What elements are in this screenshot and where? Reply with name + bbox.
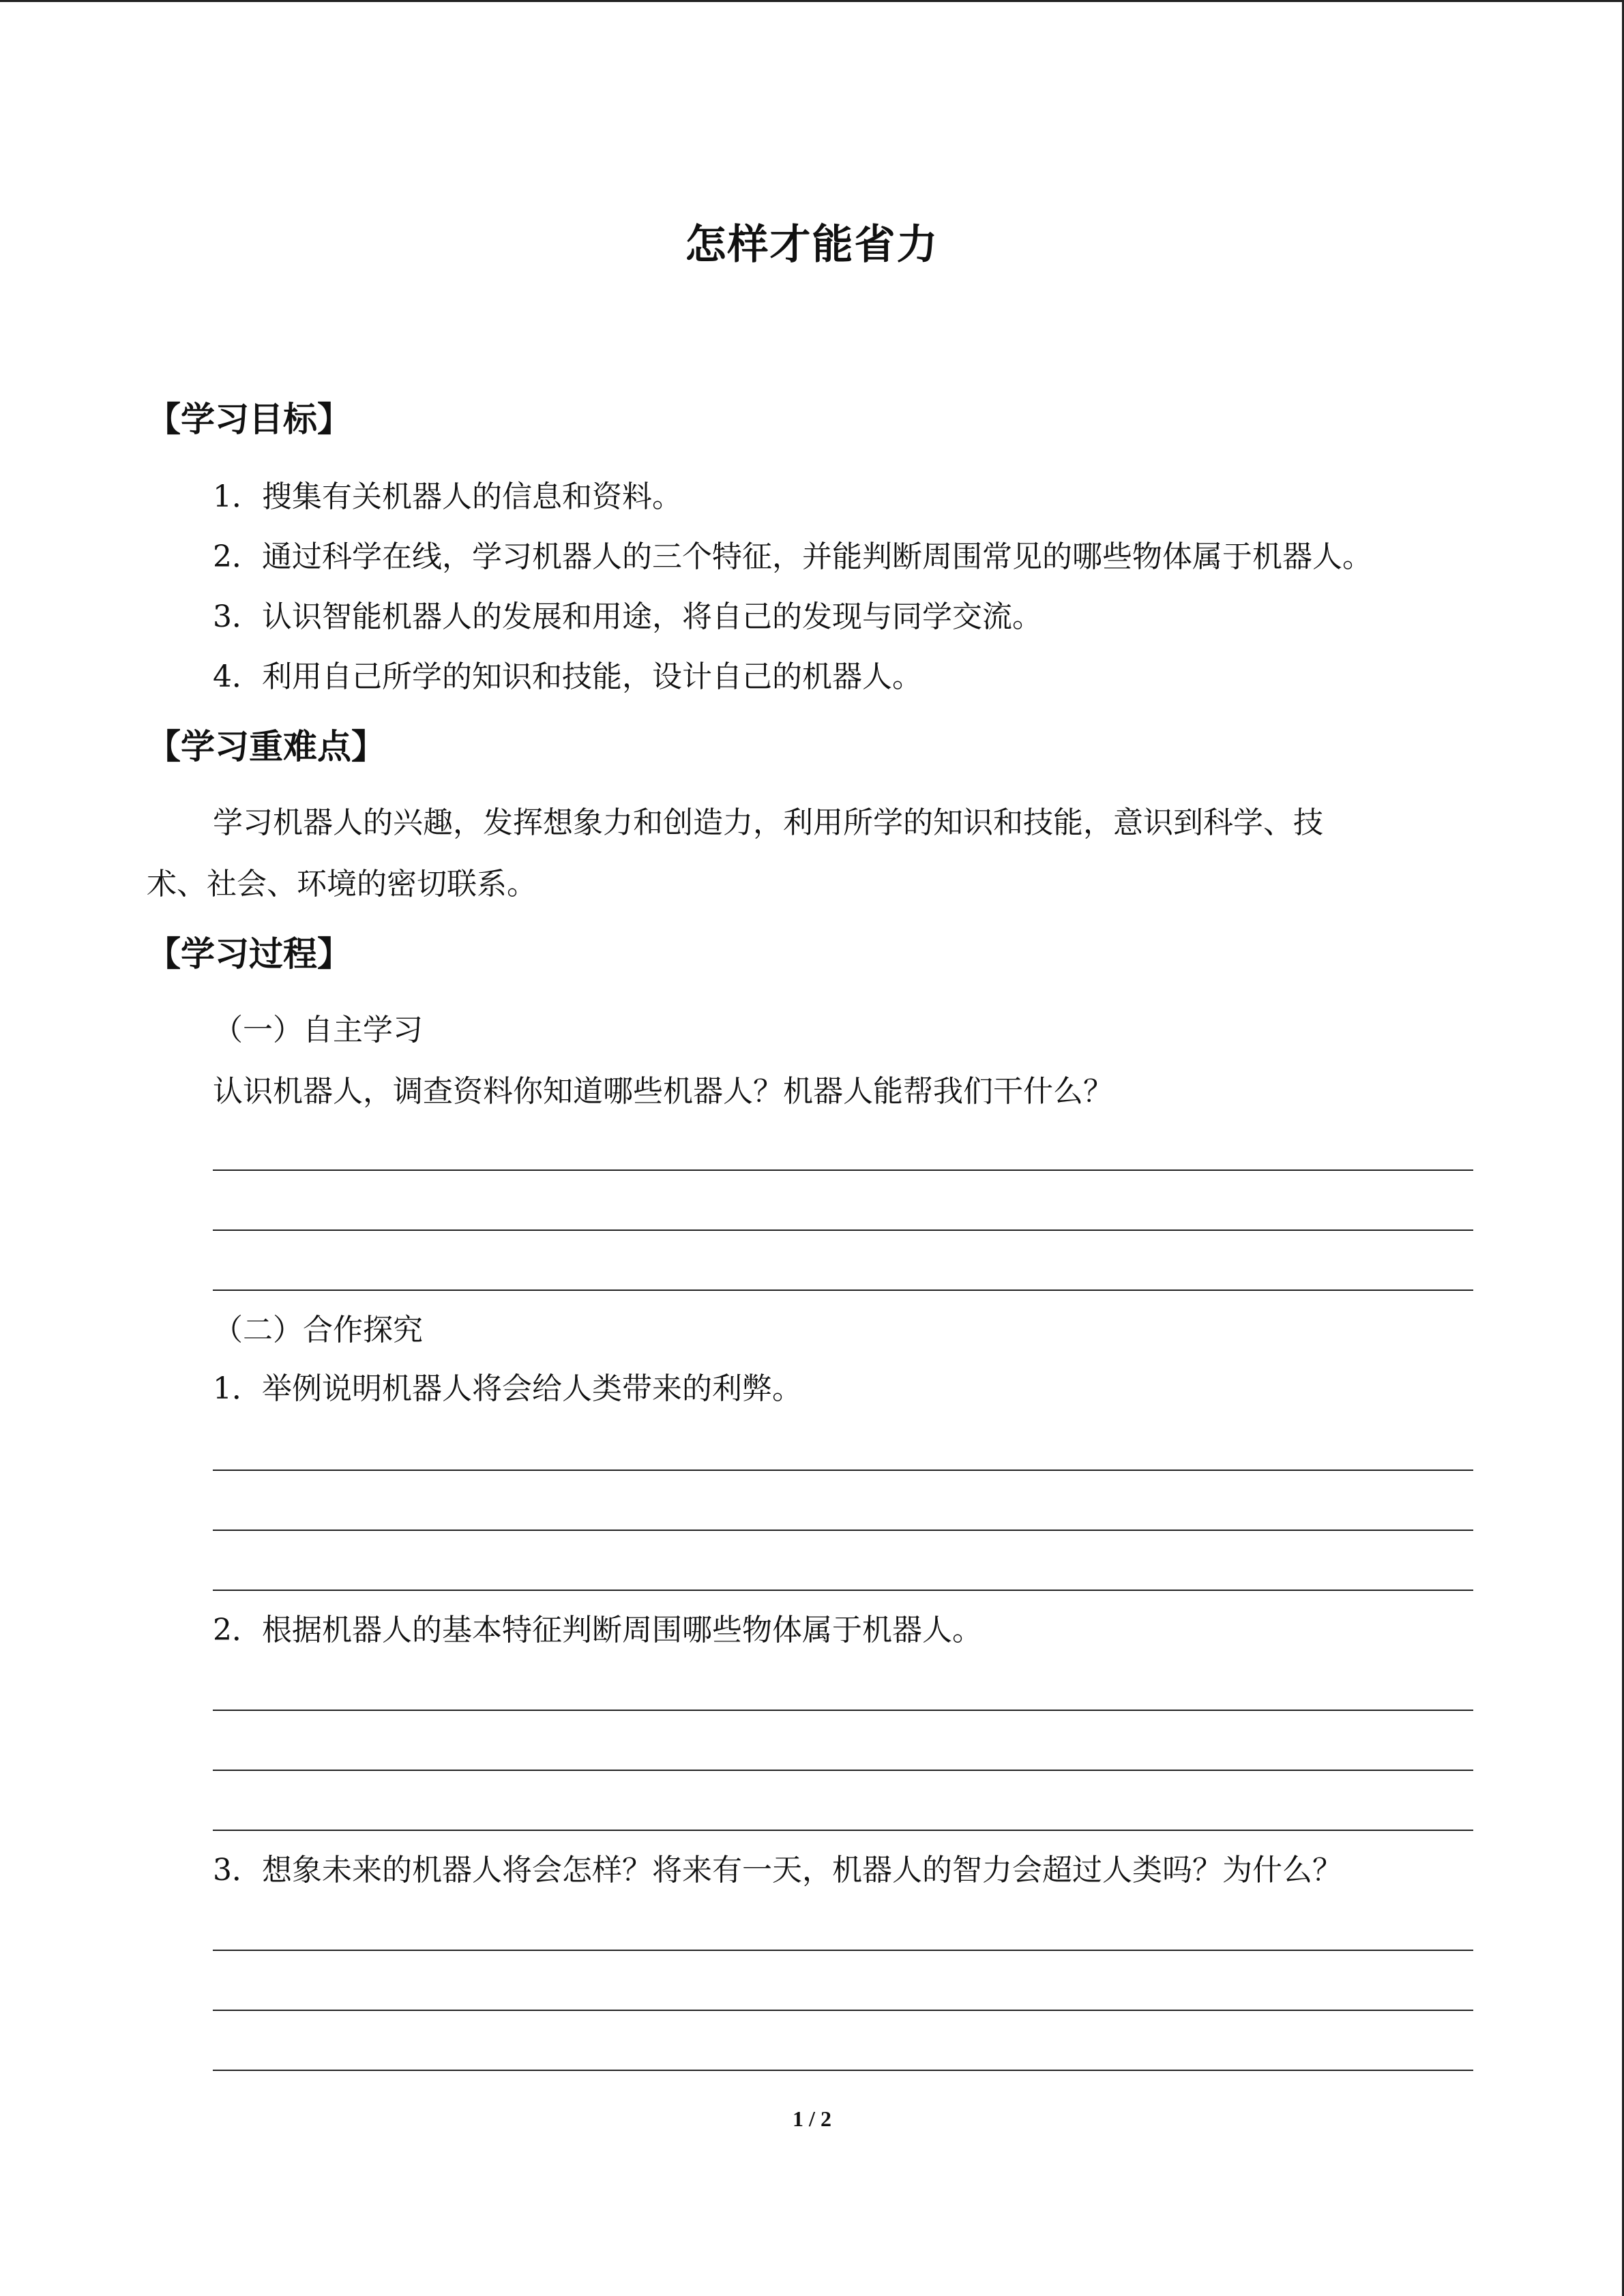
answer-line xyxy=(213,2070,1473,2071)
answer-line xyxy=(213,1530,1473,1531)
answer-line xyxy=(213,1770,1473,1771)
subsection-label-self-study: （一）自主学习 xyxy=(213,1013,423,1047)
cooperation-question: 3．想象未来的机器人将会怎样？将来有一天，机器人的智力会超过人类吗？为什么？ xyxy=(213,1853,1342,1888)
key-points-paragraph-line: 学习机器人的兴趣，发挥想象力和创造力，利用所学的知识和技能，意识到科学、技 xyxy=(213,805,1323,840)
self-study-question: 认识机器人，调查资料你知道哪些机器人？机器人能帮我们干什么？ xyxy=(213,1074,1113,1109)
answer-line xyxy=(213,1590,1473,1591)
objective-item: 4．利用自己所学的知识和技能，设计自己的机器人。 xyxy=(213,659,922,694)
page-number: 1 / 2 xyxy=(793,2106,831,2131)
cooperation-question: 1．举例说明机器人将会给人类带来的利弊。 xyxy=(213,1371,802,1406)
answer-line xyxy=(213,1710,1473,1711)
key-points-paragraph-line: 术、社会、环境的密切联系。 xyxy=(147,867,537,901)
objective-item: 2．通过科学在线，学习机器人的三个特征，并能判断周围常见的哪些物体属于机器人。 xyxy=(213,539,1372,574)
answer-line xyxy=(213,1229,1473,1231)
cooperation-question: 2．根据机器人的基本特征判断周围哪些物体属于机器人。 xyxy=(213,1613,982,1648)
page-title: 怎样才能省力 xyxy=(685,221,939,269)
objective-item: 3．认识智能机器人的发展和用途，将自己的发现与同学交流。 xyxy=(213,599,1042,634)
subsection-label-cooperation: （二）合作探究 xyxy=(213,1313,423,1347)
section-heading-objectives: 【学习目标】 xyxy=(147,400,351,439)
answer-line xyxy=(213,1470,1473,1471)
objective-item: 1．搜集有关机器人的信息和资料。 xyxy=(213,479,682,514)
answer-line xyxy=(213,1289,1473,1291)
answer-line xyxy=(213,2010,1473,2011)
section-heading-key-points: 【学习重难点】 xyxy=(147,727,385,766)
answer-line xyxy=(213,1169,1473,1171)
answer-line xyxy=(213,1950,1473,1951)
section-heading-process: 【学习过程】 xyxy=(147,934,351,974)
answer-line xyxy=(213,1830,1473,1831)
